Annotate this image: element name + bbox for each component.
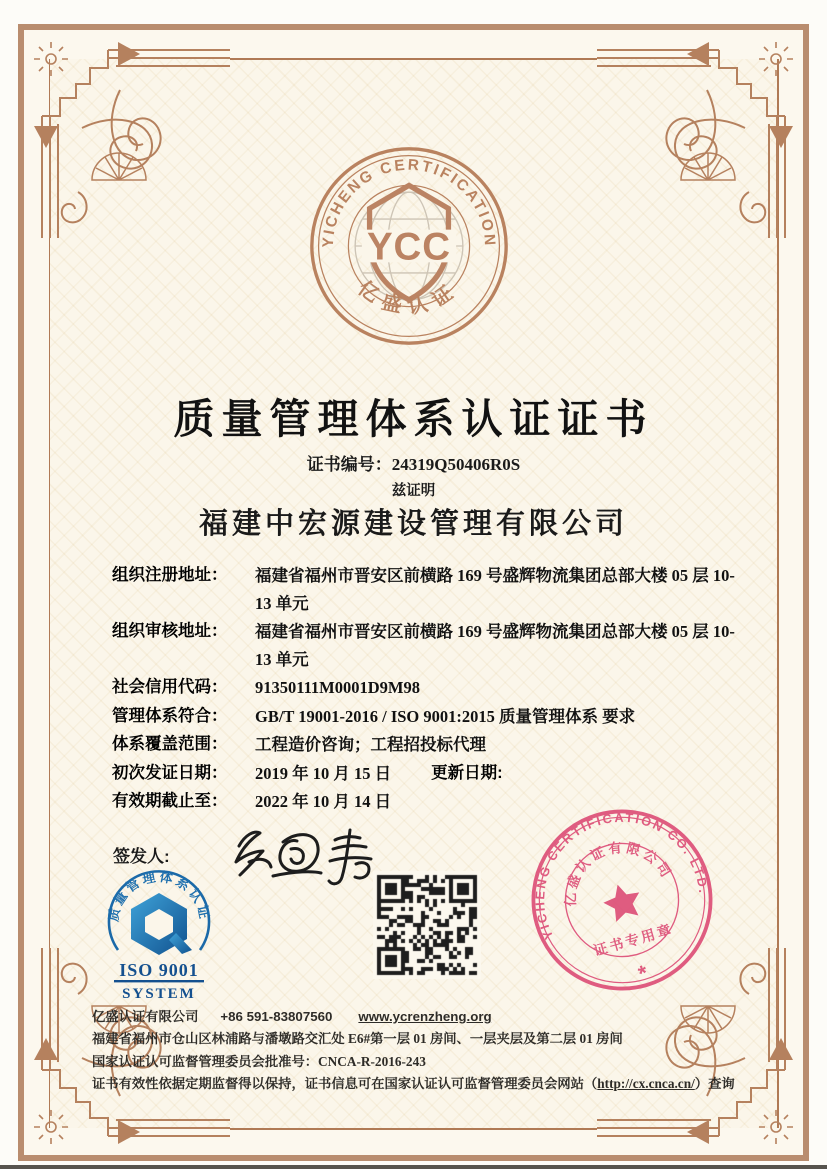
field-value: 工程造价咨询；工程招投标代理 [255,735,486,754]
field-row-registered-address [112,562,740,617]
footer [92,1006,752,1096]
certificate-number-line [0,450,827,475]
footer-validity-note [92,1073,752,1095]
ycc-monogram: YCC [366,225,452,269]
field-value: 福建省福州市晋安区前横路 169 号盛辉物流集团总部大楼 05 层 10-13 单元 [255,622,735,669]
certificate-number: 24319Q50406R0S [391,455,521,474]
iso-badge-line2: SYSTEM [122,986,196,1002]
corner-ornament-icon [20,28,230,238]
svg-text:亿盛认证 [354,276,465,319]
footer-note-prefix: 证书有效性依据定期监督得以保持，证书信息可在国家认证认可监督管理委员会网站（ [92,1076,598,1092]
stamp-outer-text: YICHENG CERTIFICATION CO. LTD. [533,810,711,942]
inner-border-bottom [230,1128,597,1130]
footer-approval-number: 国家认证认可监督管理委员会批准号：CNCA-R-2016-243 [92,1053,426,1069]
field-value: 福建省福州市晋安区前横路 169 号盛辉物流集团总部大楼 05 层 10-13 单元 [255,566,735,613]
scan-edge [0,1165,827,1169]
iso-badge-arc-text: 质量管理体系认证 [105,868,213,923]
field-row-scope [112,731,740,759]
footer-website: www.ycrenzheng.org [358,1009,492,1024]
field-value: 2022 年 10 月 14 日 [255,792,392,811]
ycc-logo-icon [308,145,510,347]
certificate-fields [112,562,740,817]
logo-arc-text: YICHENG CERTIFICATION [319,156,499,249]
footer-note-url: http://cx.cnca.cn/ [597,1076,695,1092]
qr-code [373,871,481,979]
stamp-bottom-mark: * [635,959,651,987]
inner-border-top [230,58,597,60]
corner-ornament-icon [597,28,807,238]
stamp-inner-arc-text: 亿盛认证有限公司 [563,839,676,907]
field-label: 组织审核地址： [112,622,228,640]
attest-text: 兹证明 [391,483,436,499]
field-label: 初次发证日期： [112,763,228,782]
stamp-subtitle: 证书专用章 [592,922,676,960]
footer-contact-line [92,1006,752,1028]
field-label: 社会信用代码： [112,678,228,696]
field-value: 91350111M0001D9M98 [255,678,420,697]
logo-bottom-arc-text: 亿盛认证 [353,277,465,319]
field-value: GB/T 19001-2016 / ISO 9001:2015 质量管理体系 要求 [255,706,636,726]
field-label-update-date: 更新日期: [431,763,503,782]
issuer-label: 签发人: [113,847,170,866]
footer-phone: +86 591-83807560 [220,1009,333,1024]
field-label: 体系覆盖范围： [112,735,228,753]
certificate-title: 质量管理体系认证证书 [173,396,654,442]
field-value: 2019 年 10 月 15 日 [255,763,392,783]
iso-badge-line1: ISO 9001 [119,960,199,980]
field-label: 有效期截止至： [112,792,228,810]
company-name: 福建中宏源建设管理有限公司 [198,508,628,540]
field-row-credit-code [112,674,740,702]
field-label: 管理体系符合： [112,706,228,725]
footer-address: 福建省福州市仓山区林浦路与潘墩路交汇处 E6#第一层 01 房间、一层夹层及第二层 01 房间 [92,1031,623,1047]
iso9001-badge-icon [96,861,222,1004]
field-row-standard [112,703,740,731]
field-row-issue-date [112,760,740,788]
field-row-audit-address [112,618,740,673]
footer-company: 亿盛认证有限公司 [92,1009,199,1024]
certificate-number-label: 证书编号： [306,455,392,474]
footer-note-suffix: ）查询 [694,1076,735,1092]
field-label: 组织注册地址： [112,566,228,584]
issuer-signature [223,816,385,896]
